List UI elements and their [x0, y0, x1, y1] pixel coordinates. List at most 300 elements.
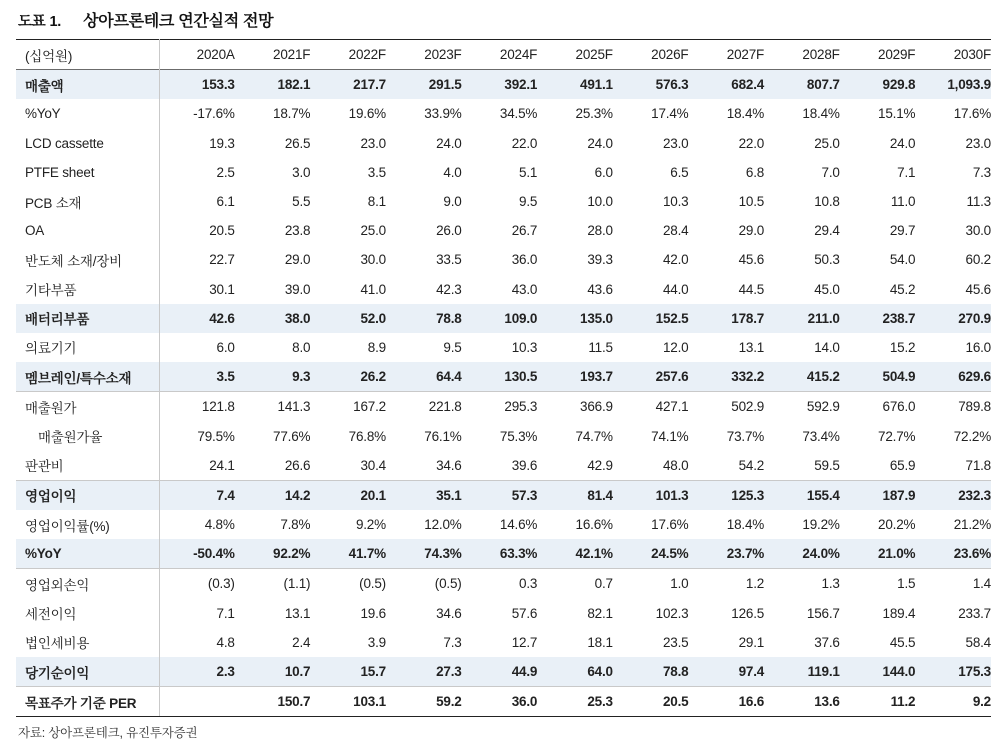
table-cell: 15.7	[310, 657, 386, 687]
table-cell: 19.6%	[348, 106, 386, 122]
table-row	[16, 569, 991, 599]
table-cell: 11.2	[840, 687, 916, 717]
table-cell: 36.0	[511, 252, 538, 268]
table-cell: 37.6	[814, 634, 840, 650]
row-label: 매출원가	[16, 392, 159, 422]
table-cell: 28.0	[587, 223, 613, 239]
table-row	[16, 99, 991, 128]
table-cell: 291.5	[386, 70, 462, 100]
table-cell: 7.8%	[280, 517, 311, 533]
table-body	[16, 70, 991, 717]
table-cell: 72.7%	[878, 428, 916, 444]
table-cell: 10.3	[662, 194, 689, 210]
table-cell: 8.0	[292, 339, 311, 355]
table-cell: 6.8	[745, 164, 765, 180]
column-header-year: 2022F	[348, 47, 386, 63]
table-cell: 57.6	[511, 605, 538, 621]
source-note: 자료: 상아프론테크, 유진투자증권	[18, 726, 198, 741]
table-cell: 44.9	[462, 657, 538, 687]
table-cell: 59.2	[386, 687, 462, 717]
table-cell: 2.3	[159, 657, 235, 687]
table-cell: 20.1	[310, 480, 386, 510]
table-cell: 30.1	[209, 281, 235, 297]
table-cell: 7.0	[821, 164, 840, 180]
table-cell: 42.0	[662, 252, 689, 268]
table-cell: 48.0	[662, 457, 689, 473]
table-cell: 167.2	[310, 392, 386, 422]
table-cell: 23.0	[965, 135, 991, 151]
table-cell: 19.6	[360, 605, 386, 621]
table-row	[16, 304, 991, 333]
table-cell: 23.5	[662, 634, 689, 650]
table-cell: 54.0	[889, 252, 916, 268]
table-cell: 629.6	[915, 362, 991, 392]
table-cell: 29.0	[738, 223, 765, 239]
table-cell: 27.3	[386, 657, 462, 687]
table-cell: 23.0	[360, 135, 386, 151]
table-cell: 24.0	[587, 135, 613, 151]
table-cell: 25.0	[814, 135, 840, 151]
table-cell: 18.4%	[726, 106, 765, 122]
table-row	[16, 245, 991, 274]
table-cell: 211.0	[764, 304, 840, 333]
table-cell: 79.5%	[197, 428, 235, 444]
table-cell: 81.4	[537, 480, 613, 510]
table-cell: 76.8%	[348, 428, 386, 444]
table-cell: 233.7	[958, 605, 991, 621]
table-cell: 45.6	[965, 281, 991, 297]
table-cell: 10.0	[587, 194, 613, 210]
table-cell: 21.0%	[840, 539, 916, 569]
table-cell: 30.4	[360, 457, 386, 473]
table-cell: 63.3%	[462, 539, 538, 569]
table-cell: 135.0	[537, 304, 613, 333]
table-cell: 82.1	[587, 605, 613, 621]
table-cell: 17.4%	[651, 106, 689, 122]
financial-forecast-table	[16, 39, 991, 717]
table-title-text: 상아프론테크 연간실적 전망	[83, 13, 274, 30]
table-cell: 6.0	[216, 339, 235, 355]
table-cell: 13.6	[764, 687, 840, 717]
column-header-year: 2027F	[726, 47, 765, 63]
table-cell: 3.9	[367, 634, 386, 650]
table-cell: 43.6	[587, 281, 613, 297]
table-cell: 58.4	[965, 634, 991, 650]
table-cell: 144.0	[840, 657, 916, 687]
table-cell: 75.3%	[499, 428, 538, 444]
table-cell: 217.7	[310, 70, 386, 100]
table-cell: (1.1)	[235, 569, 311, 599]
table-cell: 9.3	[235, 362, 311, 392]
table-cell: 9.2	[915, 687, 991, 717]
table-cell: 152.5	[613, 304, 689, 333]
table-cell: 50.3	[814, 252, 840, 268]
table-cell: 682.4	[688, 70, 764, 100]
table-cell: 29.0	[284, 252, 311, 268]
table-cell: 332.2	[688, 362, 764, 392]
table-cell: 22.0	[511, 135, 538, 151]
table-cell: 789.8	[915, 392, 991, 422]
table-row	[16, 451, 991, 481]
table-cell: 33.9%	[424, 106, 462, 122]
table-cell: 29.1	[738, 634, 765, 650]
table-cell: 16.0	[965, 339, 991, 355]
table-cell: 257.6	[613, 362, 689, 392]
table-cell: 187.9	[840, 480, 916, 510]
table-row	[16, 70, 991, 100]
table-cell: 73.7%	[726, 428, 765, 444]
table-cell: 26.7	[511, 223, 538, 239]
row-label: 법인세비용	[16, 628, 159, 657]
table-cell: 29.7	[889, 223, 916, 239]
row-label: 세전이익	[16, 599, 159, 628]
table-cell: 76.1%	[424, 428, 462, 444]
table-cell: 7.3	[443, 634, 462, 650]
table-cell: 17.6%	[953, 106, 991, 122]
table-cell: 17.6%	[651, 517, 689, 533]
table-cell: 7.4	[159, 480, 235, 510]
table-cell: 41.0	[360, 281, 386, 297]
table-cell: 16.6%	[575, 517, 613, 533]
table-cell: 34.5%	[499, 106, 538, 122]
table-cell: 34.6	[436, 457, 462, 473]
table-cell: 42.9	[587, 457, 613, 473]
table-cell: 78.8	[386, 304, 462, 333]
table-cell: 74.1%	[651, 428, 689, 444]
table-cell: 6.5	[670, 164, 689, 180]
table-cell: 97.4	[688, 657, 764, 687]
table-cell: 141.3	[235, 392, 311, 422]
row-label: 판관비	[16, 451, 159, 481]
table-cell: 929.8	[840, 70, 916, 100]
table-cell: 18.4%	[802, 106, 840, 122]
column-header-unit: (십억원)	[16, 40, 159, 70]
table-cell: 1.5	[840, 569, 916, 599]
table-cell: 153.3	[159, 70, 235, 100]
table-cell: (0.5)	[310, 569, 386, 599]
table-cell: 25.0	[360, 223, 386, 239]
table-cell: 29.4	[814, 223, 840, 239]
table-cell: 74.7%	[575, 428, 613, 444]
table-row	[16, 657, 991, 687]
table-cell: 19.3	[209, 135, 235, 151]
column-header-year: 2025F	[575, 47, 613, 63]
table-cell: 1,093.9	[915, 70, 991, 100]
table-header	[16, 40, 991, 70]
table-row	[16, 628, 991, 657]
table-cell: 28.4	[662, 223, 689, 239]
table-cell: 24.1	[209, 457, 235, 473]
table-cell: 11.3	[966, 194, 991, 210]
table-cell: 3.5	[367, 164, 386, 180]
row-label: %YoY	[16, 539, 159, 569]
table-number-label: 도표 1.	[18, 14, 62, 30]
table-cell: 19.2%	[802, 517, 840, 533]
table-cell: 45.5	[889, 634, 916, 650]
table-cell: 6.0	[594, 164, 613, 180]
table-cell: 392.1	[462, 70, 538, 100]
column-header-year: 2024F	[499, 47, 538, 63]
table-cell: 74.3%	[386, 539, 462, 569]
table-row	[16, 362, 991, 392]
table-cell: 1.3	[764, 569, 840, 599]
table-cell: 22.7	[209, 252, 235, 268]
table-cell: 155.4	[764, 480, 840, 510]
table-cell: 125.3	[688, 480, 764, 510]
table-cell: 20.2%	[878, 517, 916, 533]
table-cell: 34.6	[436, 605, 462, 621]
table-cell: 16.6	[688, 687, 764, 717]
row-label: 영업이익	[16, 480, 159, 510]
table-cell: 23.6%	[915, 539, 991, 569]
table-cell: 156.7	[806, 605, 840, 621]
table-row	[16, 216, 991, 245]
table-cell: 7.3	[972, 164, 991, 180]
row-label: 멤브레인/특수소재	[16, 362, 159, 392]
table-cell: 8.9	[367, 339, 386, 355]
column-header-year: 2028F	[802, 47, 840, 63]
row-label: OA	[16, 216, 159, 245]
table-cell: 42.3	[436, 281, 462, 297]
table-cell: 491.1	[537, 70, 613, 100]
table-cell: 39.3	[587, 252, 613, 268]
table-cell: 7.1	[216, 605, 235, 621]
table-cell: 366.9	[537, 392, 613, 422]
table-cell: 130.5	[462, 362, 538, 392]
table-cell: 39.6	[511, 457, 538, 473]
table-cell: 295.3	[462, 392, 538, 422]
table-cell: 10.3	[511, 339, 538, 355]
column-header-year: 2026F	[651, 47, 689, 63]
table-cell: 103.1	[310, 687, 386, 717]
table-cell: 26.6	[284, 457, 311, 473]
table-cell: 238.7	[840, 304, 916, 333]
row-label: 매출액	[16, 70, 159, 100]
table-cell: 54.2	[738, 457, 765, 473]
table-cell: 65.9	[889, 457, 916, 473]
table-cell: -17.6%	[193, 106, 235, 122]
table-cell: 15.1%	[878, 106, 916, 122]
table-row	[16, 599, 991, 628]
table-cell: (0.3)	[159, 569, 235, 599]
table-cell: 26.2	[310, 362, 386, 392]
table-row	[16, 158, 991, 187]
table-cell: 11.5	[588, 339, 613, 355]
table-cell: 26.0	[436, 223, 462, 239]
table-cell: 3.5	[159, 362, 235, 392]
table-cell: 41.7%	[310, 539, 386, 569]
table-cell: 59.5	[814, 457, 840, 473]
table-cell: 576.3	[613, 70, 689, 100]
table-cell: 24.0%	[764, 539, 840, 569]
table-cell: 12.0%	[424, 517, 462, 533]
table-cell: 3.0	[292, 164, 311, 180]
table-cell: 18.7%	[273, 106, 311, 122]
table-cell: 12.0	[662, 339, 689, 355]
column-header-year: 2021F	[273, 47, 311, 63]
row-label: 매출원가율	[16, 421, 159, 450]
table-cell: 6.1	[216, 194, 235, 210]
table-cell: 175.3	[915, 657, 991, 687]
table-cell: 64.0	[537, 657, 613, 687]
table-cell: 109.0	[462, 304, 538, 333]
table-cell	[159, 687, 235, 717]
table-cell: -50.4%	[159, 539, 235, 569]
table-cell: 42.1%	[537, 539, 613, 569]
table-cell: 20.5	[613, 687, 689, 717]
column-header-year: 2023F	[424, 47, 462, 63]
row-label: 기타부품	[16, 275, 159, 304]
table-row	[16, 510, 991, 539]
row-label: 배터리부품	[16, 304, 159, 333]
table-cell: 9.0	[443, 194, 462, 210]
table-cell: 77.6%	[273, 428, 311, 444]
table-row	[16, 392, 991, 422]
table-cell: 10.5	[738, 194, 765, 210]
table-cell: 15.2	[889, 339, 916, 355]
table-cell: 14.0	[814, 339, 840, 355]
table-cell: (0.5)	[386, 569, 462, 599]
row-label: 당기순이익	[16, 657, 159, 687]
table-cell: 11.0	[890, 194, 916, 210]
table-cell: 36.0	[462, 687, 538, 717]
table-header-row	[16, 40, 991, 70]
table-cell: 676.0	[840, 392, 916, 422]
table-cell: 182.1	[235, 70, 311, 100]
table-cell: 25.3%	[575, 106, 613, 122]
table-cell: 92.2%	[235, 539, 311, 569]
table-cell: 14.6%	[499, 517, 538, 533]
table-cell: 60.2	[965, 252, 991, 268]
row-label: 의료기기	[16, 333, 159, 362]
table-cell: 72.2%	[953, 428, 991, 444]
table-cell: 150.7	[235, 687, 311, 717]
table-cell: 52.0	[310, 304, 386, 333]
table-cell: 189.4	[882, 605, 916, 621]
table-cell: 35.1	[386, 480, 462, 510]
table-cell: 18.1	[587, 634, 613, 650]
table-cell: 502.9	[688, 392, 764, 422]
table-cell: 504.9	[840, 362, 916, 392]
table-cell: 121.8	[159, 392, 235, 422]
table-cell: 13.1	[738, 339, 765, 355]
table-cell: 8.1	[367, 194, 386, 210]
table-cell: 807.7	[764, 70, 840, 100]
table-cell: 5.5	[292, 194, 311, 210]
table-cell: 2.4	[292, 634, 311, 650]
table-cell: 10.8	[814, 194, 840, 210]
row-label: 반도체 소재/장비	[16, 245, 159, 274]
table-cell: 7.1	[897, 164, 916, 180]
table-cell: 1.0	[613, 569, 689, 599]
table-cell: 30.0	[965, 223, 991, 239]
table-cell: 21.2%	[953, 517, 991, 533]
table-cell: 64.4	[386, 362, 462, 392]
table-cell: 23.0	[662, 135, 689, 151]
table-cell: 2.5	[216, 164, 235, 180]
table-cell: 23.8	[284, 223, 311, 239]
row-label: LCD cassette	[16, 129, 159, 158]
table-row	[16, 539, 991, 569]
table-cell: 0.7	[537, 569, 613, 599]
table-cell: 102.3	[655, 605, 689, 621]
table-cell: 26.5	[284, 135, 311, 151]
table-cell: 78.8	[613, 657, 689, 687]
table-cell: 45.6	[738, 252, 765, 268]
table-cell: 9.2%	[355, 517, 386, 533]
table-cell: 126.5	[731, 605, 765, 621]
table-cell: 4.8%	[204, 517, 235, 533]
row-label: 목표주가 기준 PER	[16, 687, 159, 717]
row-label: 영업외손익	[16, 569, 159, 599]
table-cell: 9.5	[443, 339, 462, 355]
table-cell: 14.2	[235, 480, 311, 510]
column-header-year: 2020A	[196, 47, 235, 63]
table-cell: 1.2	[688, 569, 764, 599]
table-cell: 22.0	[738, 135, 765, 151]
table-cell: 232.3	[915, 480, 991, 510]
table-cell: 43.0	[511, 281, 538, 297]
table-row	[16, 333, 991, 362]
table-row	[16, 187, 991, 216]
table-cell: 33.5	[436, 252, 462, 268]
table-cell: 44.5	[738, 281, 765, 297]
table-cell: 42.6	[159, 304, 235, 333]
table-cell: 24.0	[436, 135, 462, 151]
table-cell: 101.3	[613, 480, 689, 510]
table-cell: 45.0	[814, 281, 840, 297]
table-cell: 270.9	[915, 304, 991, 333]
table-cell: 10.7	[235, 657, 311, 687]
table-cell: 1.4	[915, 569, 991, 599]
table-cell: 12.7	[511, 634, 538, 650]
table-cell: 39.0	[284, 281, 311, 297]
table-row	[16, 480, 991, 510]
table-cell: 24.5%	[613, 539, 689, 569]
table-cell: 4.8	[216, 634, 235, 650]
column-header-year: 2030F	[953, 47, 991, 63]
table-row	[16, 421, 991, 450]
table-cell: 5.1	[519, 164, 538, 180]
table-cell: 71.8	[965, 457, 991, 473]
table-cell: 9.5	[519, 194, 538, 210]
table-cell: 38.0	[235, 304, 311, 333]
table-cell: 221.8	[386, 392, 462, 422]
table-cell: 415.2	[764, 362, 840, 392]
table-cell: 193.7	[537, 362, 613, 392]
table-cell: 57.3	[462, 480, 538, 510]
table-cell: 24.0	[889, 135, 916, 151]
row-label: %YoY	[16, 99, 159, 128]
row-label: PTFE sheet	[16, 158, 159, 187]
table-cell: 23.7%	[688, 539, 764, 569]
table-cell: 4.0	[443, 164, 462, 180]
table-cell: 592.9	[764, 392, 840, 422]
table-row	[16, 687, 991, 717]
table-cell: 427.1	[613, 392, 689, 422]
table-row	[16, 275, 991, 304]
table-cell: 73.4%	[802, 428, 840, 444]
table-cell: 44.0	[662, 281, 689, 297]
table-cell: 178.7	[688, 304, 764, 333]
table-cell: 20.5	[209, 223, 235, 239]
table-title	[16, 6, 991, 39]
column-header-year: 2029F	[878, 47, 916, 63]
row-label: 영업이익률(%)	[16, 510, 159, 539]
table-row	[16, 129, 991, 158]
table-cell: 30.0	[360, 252, 386, 268]
table-cell: 18.4%	[726, 517, 765, 533]
